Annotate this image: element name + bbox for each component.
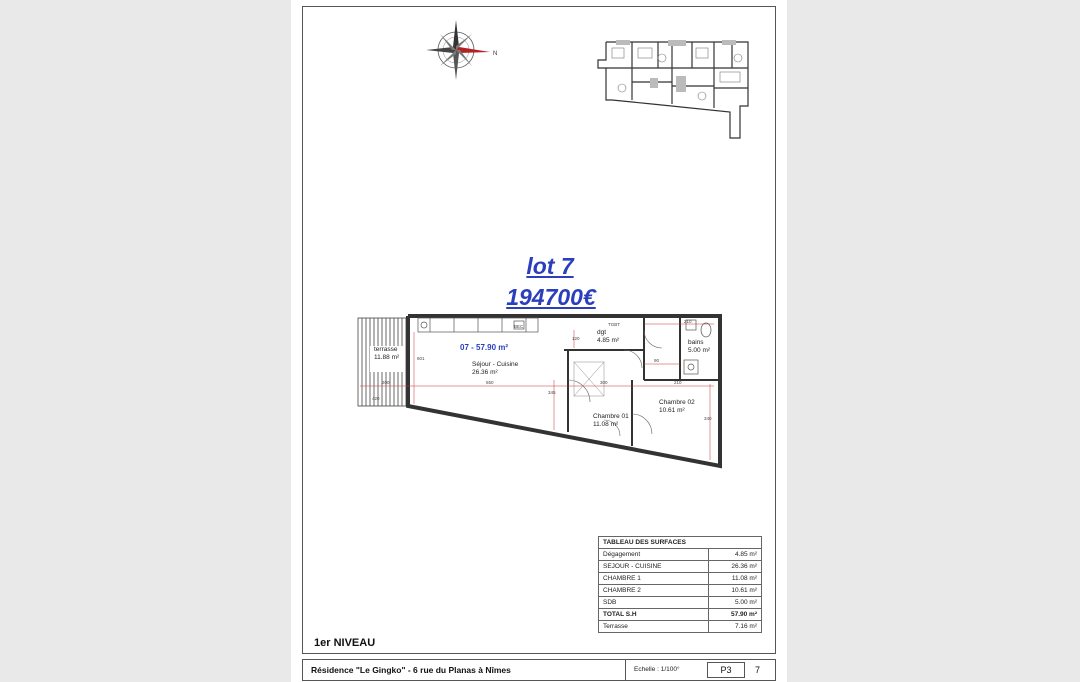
surfaces-table: [598, 536, 762, 633]
dim-label: 340: [704, 416, 712, 421]
lot-area-label: 07 - 57.90 m²: [460, 343, 509, 352]
dim-label: 650: [486, 380, 494, 385]
room-chambre-02: [659, 399, 695, 415]
dim-label: 90: [654, 358, 660, 363]
compass-north-label: N: [493, 51, 498, 57]
room-dgt: [597, 329, 619, 345]
room-name: terrasse: [374, 346, 398, 353]
room-name: Séjour - Cuisine: [472, 361, 519, 368]
room-bains: [688, 339, 710, 355]
row-label: CHAMBRE 1: [599, 573, 709, 585]
title-block: [302, 659, 776, 681]
residence-address: Résidence "Le Gingko" - 6 rue du Planas à Nîmes: [311, 665, 511, 675]
room-area: 4.85 m²: [597, 337, 620, 344]
room-name: Chambre 02: [659, 399, 695, 406]
row-value: 26.36 m²: [709, 561, 762, 573]
row-label: Dégagement: [599, 549, 709, 561]
dim-label: 420: [372, 396, 380, 401]
room-name: Chambre 01: [593, 413, 629, 420]
room-area: 10.61 m²: [659, 407, 685, 414]
scale-label: Echelle : 1/100°: [625, 660, 701, 680]
room-name: dgt: [597, 329, 607, 336]
table-row: [599, 549, 762, 561]
row-value: 10.61 m²: [709, 585, 762, 597]
room-area: 26.36 m²: [472, 369, 498, 376]
lot-price: 194700€: [506, 284, 596, 310]
row-label: CHAMBRE 2: [599, 585, 709, 597]
room-sejour: [472, 361, 518, 377]
compass-rose-icon: [416, 14, 500, 88]
tgbt-label: TGBT: [608, 322, 620, 327]
dim-label: 300: [600, 380, 608, 385]
surfaces-table-header: TABLEAU DES SURFACES: [599, 537, 762, 549]
row-label: Terrasse: [599, 621, 709, 633]
row-label: TOTAL S.H: [599, 609, 709, 621]
dim-label: 210: [684, 319, 692, 324]
dim-label: 345: [548, 390, 556, 395]
page-number: 7: [755, 665, 761, 675]
level-label: 1er NIVEAU: [314, 637, 376, 649]
room-name: bains: [688, 339, 704, 346]
dim-label: 120: [572, 336, 580, 341]
row-label: SDB: [599, 597, 709, 609]
room-area: 11.88 m²: [374, 354, 400, 361]
table-row: [599, 561, 762, 573]
room-chambre-01: [593, 413, 629, 429]
room-terrasse: [374, 346, 399, 362]
table-row: [599, 621, 762, 633]
table-row: [599, 597, 762, 609]
dim-label: 200: [382, 380, 390, 385]
row-value: 4.85 m²: [709, 549, 762, 561]
table-row: [599, 585, 762, 597]
row-label: SEJOUR - CUISINE: [599, 561, 709, 573]
key-plan-drawing: [592, 38, 754, 148]
dim-label: 210: [674, 380, 682, 385]
plan-code: P3: [707, 662, 745, 678]
row-value: 7.16 m²: [709, 621, 762, 633]
room-area: 5.00 m²: [688, 347, 711, 354]
lot-title: lot 7: [526, 253, 574, 279]
bec-label: BEC: [514, 324, 524, 329]
table-row-total: [599, 609, 762, 621]
row-value: 11.08 m²: [709, 573, 762, 585]
room-area: 11.08 m²: [593, 421, 619, 428]
floor-plan-drawing: [354, 310, 726, 476]
dim-label: 601: [417, 356, 425, 361]
row-value: 57.90 m²: [709, 609, 762, 621]
row-value: 5.00 m²: [709, 597, 762, 609]
table-row: [599, 573, 762, 585]
